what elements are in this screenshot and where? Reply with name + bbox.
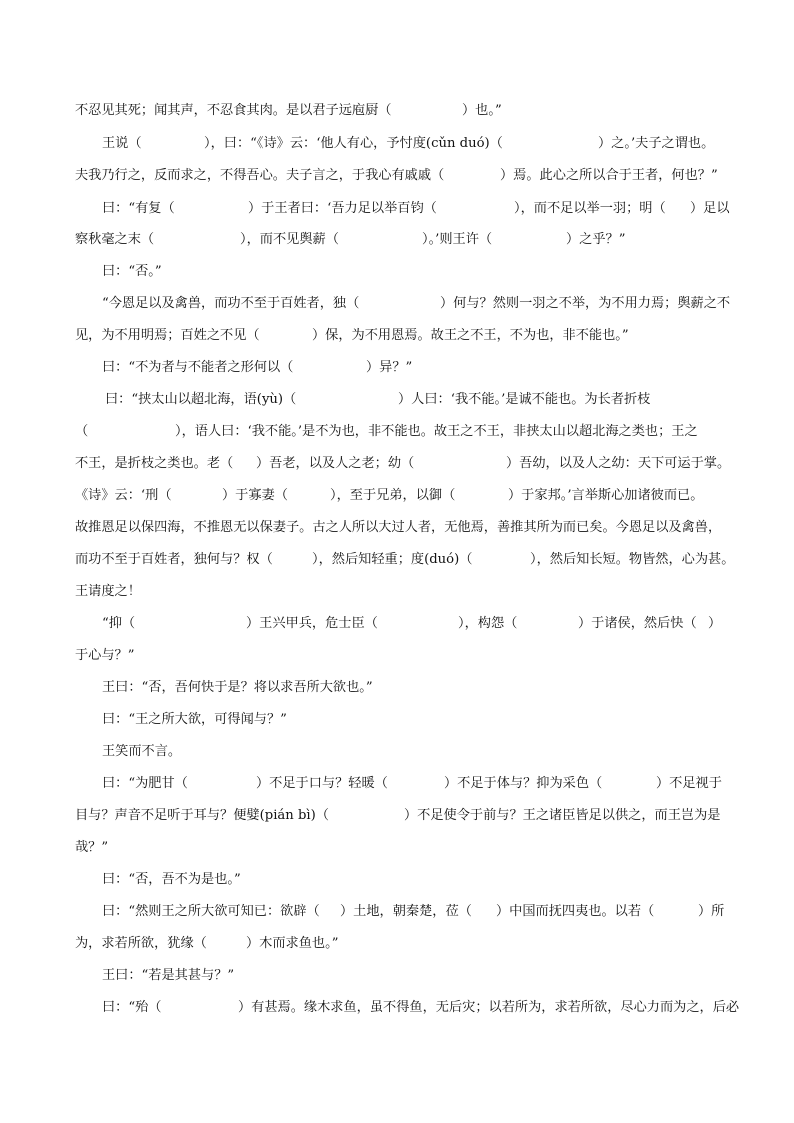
text-line — [0, 198, 794, 220]
text-segment: 不忍见其死；闻其声，不忍食其肉。是以君子远庖厨（ — [75, 103, 392, 118]
text-line — [0, 645, 794, 667]
text-segment: 王请度之！ — [75, 584, 141, 599]
text-line — [0, 517, 794, 539]
text-segment: 王笑而不言。 — [102, 744, 182, 759]
text-segment: 哉？” — [75, 840, 109, 855]
text-segment: ）何与？然则一羽之不举，为不用力焉；舆薪之不 — [440, 296, 731, 311]
text-line — [0, 741, 794, 763]
text-segment: ）足以 — [690, 201, 730, 216]
text-segment: 曰：“有复（ — [102, 201, 175, 216]
text-segment: ）异？” — [366, 360, 413, 375]
text-segment: ），构怨（ — [458, 616, 518, 631]
text-segment: （ — [75, 424, 89, 439]
text-segment: 夫我乃行之，反而求之，不得吾心。夫子言之，于我心有戚戚（ — [75, 168, 445, 183]
text-segment: ）之乎？” — [566, 232, 626, 247]
text-line — [0, 709, 794, 731]
text-line — [0, 613, 794, 635]
text-line — [0, 901, 794, 923]
text-segment: 曰：“不为者与不能者之形何以（ — [102, 360, 294, 375]
text-segment: 曰：“王之所大欲，可得闻与？” — [102, 712, 287, 727]
text-segment: ）吾幼，以及人之幼：天下可运于掌。 — [506, 456, 731, 471]
text-segment: ），然后知长短。物皆然，心为甚。 — [530, 552, 735, 567]
text-segment: 曰：“殆（ — [102, 1000, 162, 1015]
text-line — [0, 485, 794, 507]
text-segment: ）于家邦。’言举斯心加诸彼而已。 — [508, 488, 704, 503]
text-segment: ）中国而抚四夷也。以若（ — [496, 904, 655, 919]
text-line — [0, 997, 794, 1019]
text-segment: 目与？声音不足听于耳与？便嬖(pián bì)（ — [75, 808, 329, 823]
text-segment: ）不足于口与？轻暖（ — [256, 776, 388, 791]
text-line — [0, 325, 794, 347]
text-segment: 曰：“然则王之所大欲可知已：欲辟（ — [102, 904, 320, 919]
text-line — [0, 581, 794, 603]
text-segment: 曰：“否。” — [102, 264, 162, 279]
text-segment: 王曰：“否，吾何快于是？将以求吾所大欲也。” — [102, 680, 373, 695]
text-segment: ）不足使令于前与？王之诸臣皆足以供之，而王岂为是 — [404, 808, 721, 823]
text-segment: 曰：“为肥甘（ — [102, 776, 188, 791]
text-segment: 于心与？” — [75, 648, 135, 663]
text-line — [0, 933, 794, 955]
text-line — [0, 165, 794, 187]
text-segment: ）保，为不用恩焉。故王之不王，不为也，非不能也。” — [312, 328, 629, 343]
text-segment: “今恩足以及禽兽，而功不至于百姓者，独（ — [102, 296, 360, 311]
text-line — [0, 261, 794, 283]
text-line — [0, 805, 794, 827]
text-segment: ）。’则王许（ — [422, 232, 493, 247]
text-segment: 见，为不用明焉；百姓之不见（ — [75, 328, 260, 343]
text-segment: 曰：“挟太山以超北海，语(yù)（ — [105, 392, 297, 407]
text-segment: ）人曰：‘我不能。’是诚不能也。为长者折枝 — [398, 392, 651, 407]
text-line — [0, 773, 794, 795]
text-segment: ）于诸侯，然后快（ — [578, 616, 697, 631]
text-segment: ） — [708, 616, 722, 631]
text-segment: 王说（ — [102, 136, 142, 151]
text-segment: ）于寡妻（ — [222, 488, 288, 503]
text-segment: “抑（ — [102, 616, 136, 631]
text-line — [0, 229, 794, 251]
text-line — [0, 421, 794, 443]
text-segment: 《诗》云：‘刑（ — [75, 488, 172, 503]
text-line — [0, 549, 794, 571]
text-segment: ）不足视于 — [656, 776, 722, 791]
text-segment: ）于王者曰：‘吾力足以举百钧（ — [248, 201, 437, 216]
text-segment: 不王，是折枝之类也。老（ — [75, 456, 234, 471]
text-segment: ），而不见舆薪（ — [240, 232, 339, 247]
text-segment: ），至于兄弟，以御（ — [330, 488, 456, 503]
text-line — [0, 389, 794, 411]
text-segment: ）所 — [698, 904, 725, 919]
text-line — [0, 133, 794, 155]
text-line — [0, 965, 794, 987]
text-segment: ）王兴甲兵，危士臣（ — [246, 616, 378, 631]
text-line — [0, 100, 794, 122]
text-segment: 曰：“否，吾不为是也。” — [102, 872, 241, 887]
text-segment: 故推恩足以保四海，不推恩无以保妻子。古之人所以大过人者，无他焉，善推其所为而已矣。今恩足以及禽兽， — [75, 520, 722, 535]
text-segment: ），而不足以举一羽；明（ — [514, 201, 666, 216]
text-segment: ）不足于体与？抑为采色（ — [444, 776, 603, 791]
text-line — [0, 357, 794, 379]
text-segment: ），曰：“《诗》云：‘他人有心，予忖度(cǔn duó)（ — [204, 136, 503, 151]
text-segment: ），然后知轻重；度(duó)（ — [312, 552, 473, 567]
text-line — [0, 869, 794, 891]
text-segment: ）也。” — [462, 103, 502, 118]
text-line — [0, 837, 794, 859]
text-line — [0, 293, 794, 315]
text-segment: 王曰：“若是其甚与？” — [102, 968, 235, 983]
text-segment: 察秋毫之末（ — [75, 232, 155, 247]
text-segment: ）土地，朝秦楚，莅（ — [340, 904, 472, 919]
text-segment: 为，求若所欲，犹缘（ — [75, 936, 207, 951]
text-segment: ）焉。此心之所以合于王者，何也？” — [500, 168, 718, 183]
text-segment: ）木而求鱼也。” — [246, 936, 339, 951]
text-segment: ）之。’夫子之谓也。 — [598, 136, 715, 151]
text-segment: ）有甚焉。缘木求鱼，虽不得鱼，无后灾；以若所为，求若所欲，尽心力而为之，后必 — [238, 1000, 740, 1015]
text-line — [0, 677, 794, 699]
text-segment: ），语人曰：‘我不能。’是不为也，非不能也。故王之不王，非挟太山以超北海之类也；王之 — [175, 424, 698, 439]
text-segment: 而功不至于百姓者，独何与？权（ — [75, 552, 273, 567]
text-segment: ）吾老，以及人之老；幼（ — [256, 456, 415, 471]
text-line — [0, 453, 794, 475]
